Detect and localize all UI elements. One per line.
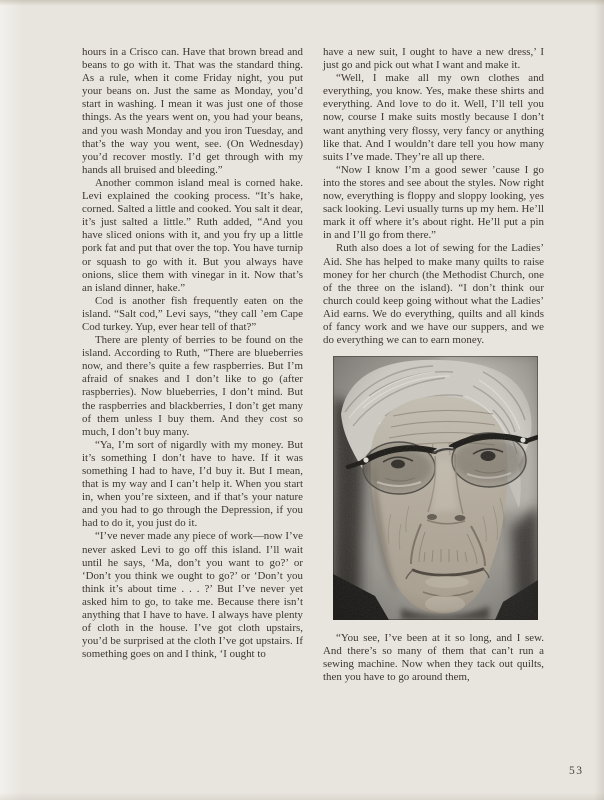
page-edge-top-shading (0, 0, 604, 6)
portrait-photo (333, 356, 538, 620)
portrait-photo-art (333, 356, 538, 620)
paragraph: Cod is another fish frequently eaten on the island. “Salt cod,” Levi says, “they call ’em Cape Cod turkey. Yup, ever hear tell of that?” (82, 294, 303, 333)
paragraph: “Now I know I’m a good sewer ’cause I go into the stores and see about the styles. Now right now, everything is floppy and sloppy looking, yes sack looking. Levi usually turns up my hem. He’ll mark it off where it’s about right. He’ll put a pin in and I’ll go from there.” (323, 163, 544, 242)
right-column-bottom (323, 632, 544, 684)
paragraph: “I’ve never made any piece of work—now I’ve never asked Levi to go off this island. I’ll wait until he says, ‘Ma, don’t you want to go?’ or ‘Don’t you think we ought to go?’ or ‘Don’t you think it’s about time . . . ?’ But I’ve never yet asked him to go, to take me. Because there isn’t anything that I have to have. I always have plenty of cloth in the house. I’ve got cloth upstairs, you’d be surprised at the cloth I’ve got upstairs. If something goes on and I think, ‘I ought to (82, 530, 303, 661)
page-edge-bottom-shading (0, 792, 604, 800)
left-column (82, 46, 303, 661)
page-number: 53 (569, 765, 584, 777)
paragraph: Ruth also does a lot of sewing for the Ladies’ Aid. She has helped to make many quilts to raise money for her church (the Methodist Church, one of the three on the island). “I don’t think our church could keep going without what the Ladies’ Aid earns. We do everything, quilts and all kinds of fancy work and we have our suppers, and we do everything we can to earn money. (323, 242, 544, 347)
paragraph: “Ya, I’m sort of nigardly with my money. But it’s something I don’t have to have. If it was something I had to have, I’d buy it. But I mean, that is my way and I can’t help it. When you start in, when you’re sixteen, and if that’s your nature and you had to go through the Depression, if you had to do it, you just do it. (82, 438, 303, 530)
paragraph: hours in a Crisco can. Have that brown bread and beans to go with it. That was the standard thing. As a rule, when it come Friday night, you put your beans on. Just the same as Monday, you’d start in washing. I mean it was just one of those things. As the years went on, you had your beans, and you wash Monday and you iron Tuesday, and that’s the way you went, see. (On Wednesday) you’d recover mostly. I’d get through with my hands all bruised and bleeding.” (82, 46, 303, 176)
right-column (323, 46, 544, 685)
paragraph: have a new suit, I ought to have a new dress,’ I just go and pick out what I want and make it. (323, 46, 544, 72)
page-edge-left-shading (0, 0, 22, 800)
paragraph: “Well, I make all my own clothes and everything, you know. Yes, make these shirts and everything. And love to do it. Well, I’ll tell you now, course I make suits mostly because I don’t want anything very flossy, very fancy or anything like that. And I wouldn’t dare tell you how many suits I’ve made. They’re all up there. (323, 72, 544, 163)
page-edge-right-shading (594, 0, 604, 800)
paragraph: Another common island meal is corned hake. Levi explained the cooking process. “It’s hake, corned. Salted a little and cooked. You salt it dear, it’s just salted a little.” Ruth added, “And you have sliced onions with it, and you fry up a little pork fat and put that over the top. You have turnip or squash to go with it. But you always have onions, slice them with vinegar in it. Now that’s an island dinner, hake.” (82, 176, 303, 294)
right-column-top (323, 46, 544, 347)
paragraph: “You see, I’ve been at it so long, and I sew. And there’s so many of them that can’t run a sewing machine. Now when they tack out quilts, then you have to go around them, (323, 632, 544, 684)
paragraph: There are plenty of berries to be found on the island. According to Ruth, “There are blueberries now, and there’s quite a few raspberries. But I’m afraid of snakes and I don’t like to go (after raspberries). Now blueberries, I don’t mind. But the raspberries and blackberries, I don’t get many of them unless I buy them. And they cost so much, I don’t buy many. (82, 334, 303, 438)
